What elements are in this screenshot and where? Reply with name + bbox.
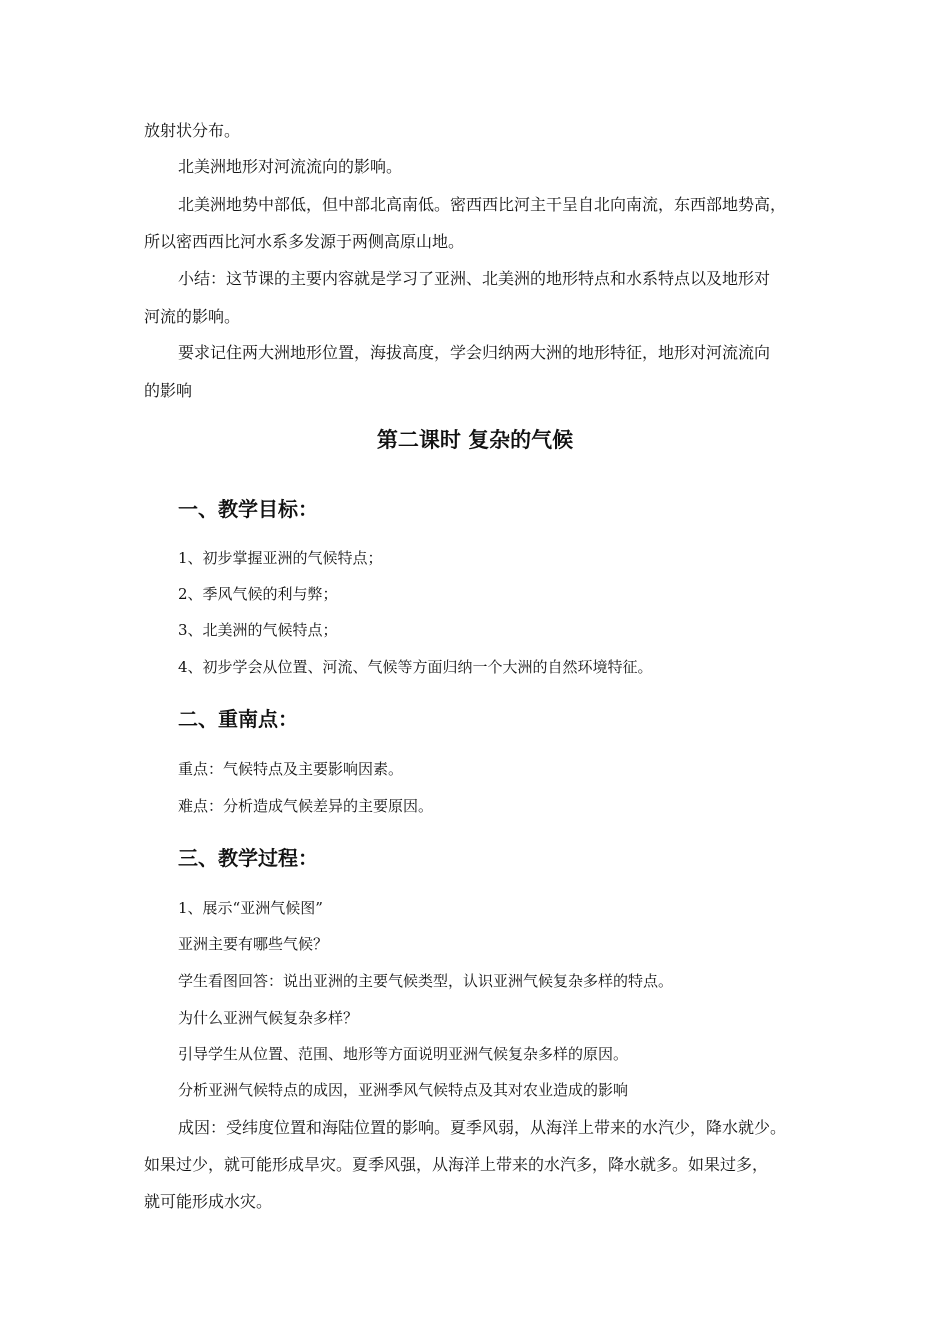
objective-item: 3、北美洲的气候特点； <box>178 621 338 639</box>
process-line: 分析亚洲气候特点的成因，亚洲季风气候特点及其对农业造成的影响 <box>178 1081 629 1099</box>
key-point: 重点：气候特点及主要影响因素。 <box>178 760 404 778</box>
process-line: 亚洲主要有哪些气候？ <box>178 935 329 953</box>
lesson-title: 第二课时 复杂的气候 <box>376 428 574 452</box>
process-line: 引导学生从位置、范围、地形等方面说明亚洲气候复杂多样的原因。 <box>178 1045 629 1063</box>
paragraph-line: 放射状分布。 <box>144 121 241 140</box>
objective-item: 2、季风气候的利与弊； <box>178 585 338 603</box>
section-heading-objectives: 一、教学目标： <box>178 497 318 521</box>
objective-item: 1、初步掌握亚洲的气候特点； <box>178 549 383 567</box>
objective-item: 4、初步学会从位置、河流、气候等方面归纳一个大洲的自然环境特征。 <box>178 658 653 676</box>
process-line: 学生看图回答：说出亚洲的主要气候类型，认识亚洲气候复杂多样的特点。 <box>178 972 674 990</box>
summary-line: 河流的影响。 <box>144 307 241 326</box>
requirement-line: 的影响 <box>144 381 193 400</box>
paragraph-line: 北美洲地势中部低，但中部北高南低。密西西比河主干呈自北向南流，东西部地势高， <box>178 195 787 214</box>
section-heading-key-points: 二、重南点： <box>178 707 298 731</box>
section-heading-process: 三、教学过程： <box>178 846 318 870</box>
summary-line: 小结：这节课的主要内容就是学习了亚洲、北美洲的地形特点和水系特点以及地形对 <box>178 269 771 288</box>
paragraph-line: 所以密西西比河水系多发源于两侧高原山地。 <box>144 232 465 251</box>
requirement-line: 要求记住两大洲地形位置，海拔高度，学会归纳两大洲的地形特征，地形对河流流向 <box>178 343 771 362</box>
difficult-point: 难点：分析造成气候差异的主要原因。 <box>178 797 434 815</box>
process-line: 就可能形成水灾。 <box>144 1192 273 1211</box>
process-line: 如果过少，就可能形成旱灾。夏季风强，从海洋上带来的水汽多，降水就多。如果过多， <box>144 1155 769 1174</box>
process-line: 成因：受纬度位置和海陆位置的影响。夏季风弱，从海洋上带来的水汽少，降水就少。 <box>178 1118 787 1137</box>
process-line: 为什么亚洲气候复杂多样？ <box>178 1009 359 1027</box>
paragraph-line: 北美洲地形对河流流向的影响。 <box>178 157 403 176</box>
process-line: 1、展示“亚洲气候图” <box>178 899 323 917</box>
